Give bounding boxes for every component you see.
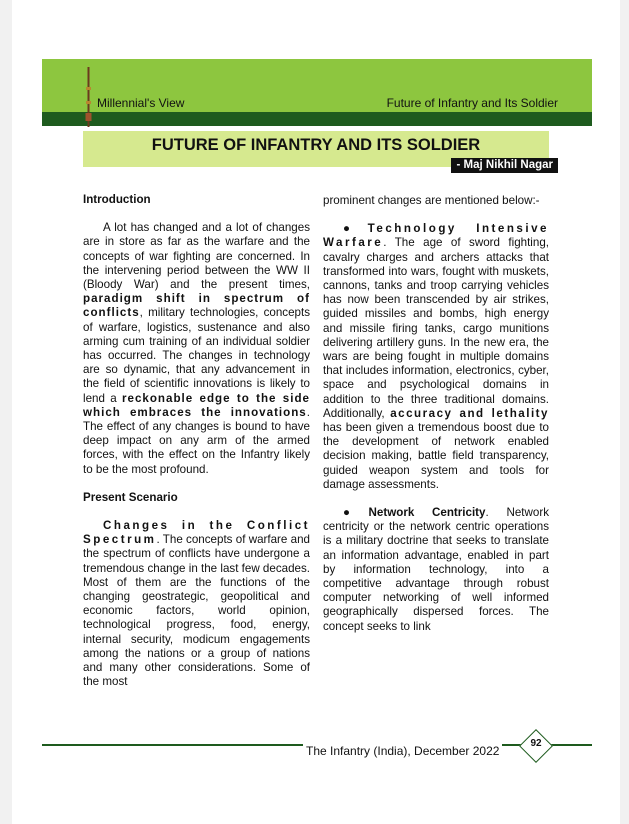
left-column <box>83 193 310 690</box>
header-article-label: Future of Infantry and Its Soldier <box>386 96 558 110</box>
intro-bold-1: paradigm shift in spectrum of conflicts <box>83 292 310 320</box>
tech-text-2: has been given a tremendous boost due to the development of network enabled decision making, battle field transparency, guided weapon system and tools for damage assessments. <box>323 421 549 491</box>
bullet-network <box>323 506 549 634</box>
header-stripe <box>42 112 592 126</box>
bullet-icon: ● <box>343 506 365 520</box>
scenario-bold: Changes in the Conflict Spectrum <box>83 519 310 547</box>
intro-text-2: , military technologies, concepts of warfare, logistics, sustenance and also arming cum training of an individual soldier has occurred. The changes in technology are so dynamic, that any advancement in the field of scientific innovations is likely to lend a <box>83 306 310 405</box>
scenario-paragraph <box>83 519 310 689</box>
intro-bold-2: reckonable edge to the side which embraces the innovations <box>83 391 311 419</box>
bullet-technology <box>323 222 549 492</box>
scenario-text: . The concepts of warfare and the spectrum of conflicts have undergone a tremendous change in the last few decades. Most of them are the functions of the changing geostrategic, geopolitical and economic factors, world opinion, technological progress, food, energy, internal security, modicum engagements among the nations or a group of nations and many other considerations. Some of the most <box>83 533 310 689</box>
network-text: . Network centricity or the network centric operations is a military doctrine that seeks to translate an information advantage, enabled in part by information technology, into a competitive advantage through robust computer networking of well informed geographically dispersed forces. The concept seeks to link <box>323 506 549 633</box>
tech-bold: Technology Intensive Warfare <box>323 222 549 250</box>
tech-bold-2: accuracy and lethality <box>390 406 549 420</box>
scenario-heading: Present Scenario <box>83 490 178 504</box>
intro-text-3: . The effect of any changes is bound to have deep impact on any arm of the armed forces, with the effect on the Infantry likely to be the most profound. <box>83 405 310 476</box>
tech-text-1: . The age of sword fighting, cavalry charges and archers attacks that transformed into wars, fought with muskets, cannons, tanks and troop carrying vehicles has now been transcended by air strikes, guided missiles and bombs, high energy and missile firing tanks, cargo munitions delivering artillery guns. In the new era, the wars are being fought in multiple domains that includes information, electronics, cyber, space and psychological domains in addition to the three traditional domains. Additionally, <box>323 236 549 420</box>
header-section-label: Millennial's View <box>97 96 185 110</box>
intro-paragraph <box>83 221 310 477</box>
article-title: FUTURE OF INFANTRY AND ITS SOLDIER <box>151 136 481 154</box>
page-number: 92 <box>530 738 542 749</box>
footer-publication: The Infantry (India), December 2022 <box>303 744 502 758</box>
intro-heading: Introduction <box>83 193 151 206</box>
rifle-icon <box>85 67 92 127</box>
network-bold: Network Centricity <box>368 506 486 520</box>
intro-text-1: A lot has changed and a lot of changes are in store as far as the warfare and the concepts of war fighting are concerned. In the intervening period between the WW II (Bloody War) and the present times, <box>83 221 310 292</box>
bullet-icon: ● <box>343 222 364 236</box>
right-intro: prominent changes are mentioned below:- <box>323 194 540 207</box>
author-badge: - Maj Nikhil Nagar <box>451 158 559 173</box>
right-column <box>323 194 549 634</box>
